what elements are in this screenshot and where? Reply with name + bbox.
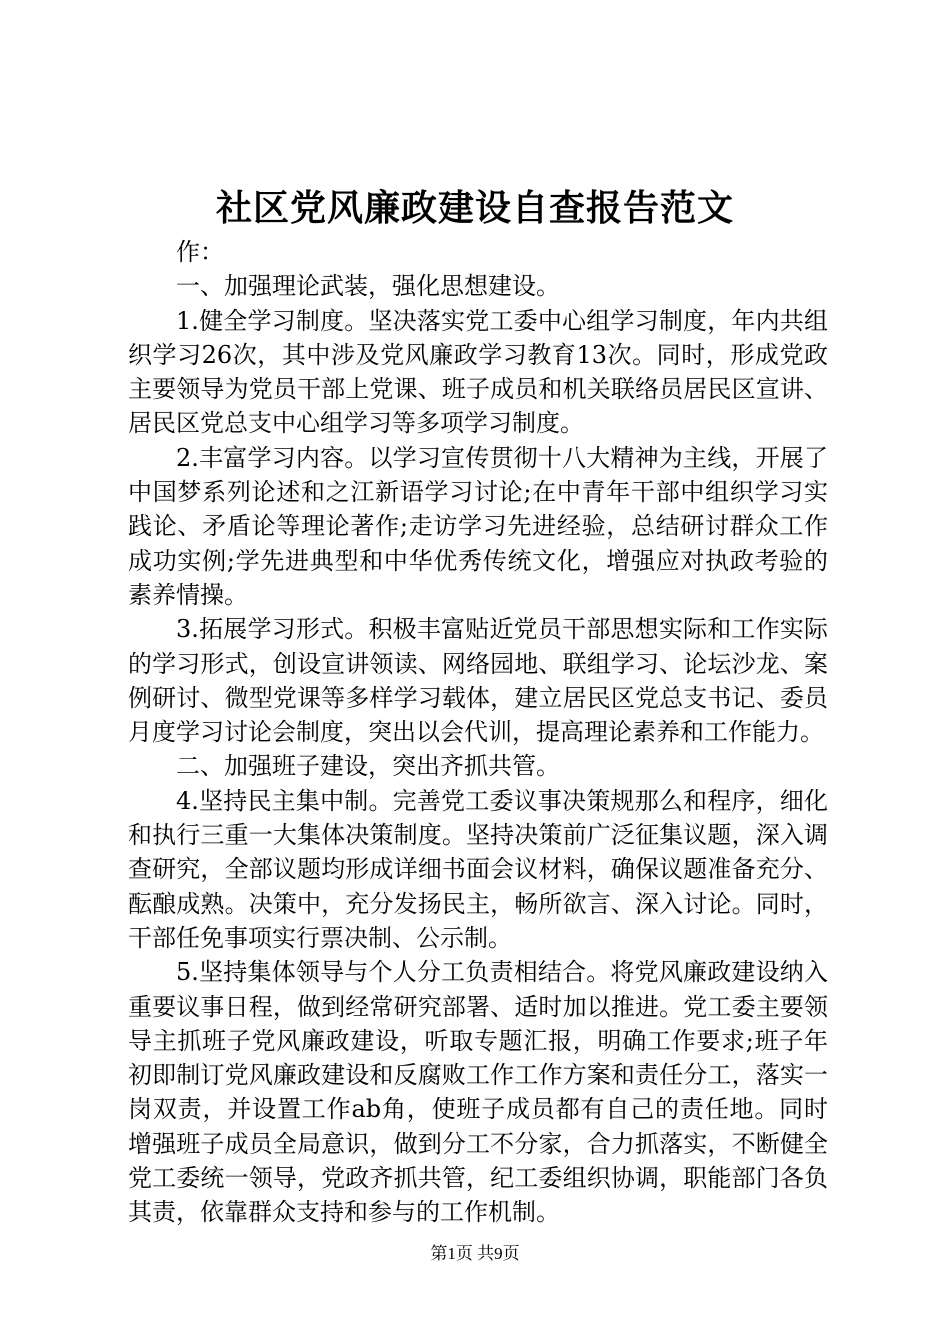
document-title: 社区党风廉政建设自查报告范文 <box>215 187 734 229</box>
paragraph-5: 5.坚持集体领导与个人分工负责相结合。将党风廉政建设纳入重要议事日程，做到经常研究部署、适时加以推进。党工委主要领导主抓班子党风廉政建设，听取专题汇报，明确工作要求;班子年初即制订党风廉政建设和反腐败工作工作方案和责任分工，落实一岗双责，并设置工作ab角，使班子成员都有自己的责任地。同时增强班子成员全局意识，做到分工不分家，合力抓落实，不断健全党工委统一领导，党政齐抓共管，纪工委组织协调，职能部门各负其责，依靠群众支持和参与的工作机制。 <box>128 958 828 1227</box>
document-body <box>128 235 828 1230</box>
section-heading-1: 一、加强理论武装，强化思想建设。 <box>176 272 560 301</box>
paragraph-3: 3.拓展学习形式。积极丰富贴近党员干部思想实际和工作实际的学习形式，创设宣讲领读、网络园地、联组学习、论坛沙龙、案例研讨、微型党课等多样学习载体，建立居民区党总支书记、委员月度学习讨论会制度，突出以会代训，提高理论素养和工作能力。 <box>128 615 828 747</box>
paragraph-author: 作： <box>176 238 224 266</box>
page-footer: 第1页 共9页 <box>430 1244 520 1263</box>
paragraph-2: 2.丰富学习内容。以学习宣传贯彻十八大精神为主线，开展了中国梦系列论述和之江新语学习讨论;在中青年干部中组织学习实践论、矛盾论等理论著作;走访学习先进经验，总结研讨群众工作成功实例;学先进典型和中华优秀传统文化，增强应对执政考验的素养情操。 <box>128 443 828 609</box>
paragraph-4: 4.坚持民主集中制。完善党工委议事决策规那么和程序，细化和执行三重一大集体决策制度。坚持决策前广泛征集议题，深入调查研究，全部议题均形成详细书面会议材料，确保议题准备充分、酝酿成熟。决策中，充分发扬民主，畅所欲言、深入讨论。同时，干部任免事项实行票决制、公示制。 <box>128 786 828 952</box>
section-heading-2: 二、加强班子建设，突出齐抓共管。 <box>176 752 560 781</box>
paragraph-1: 1.健全学习制度。坚决落实党工委中心组学习制度，年内共组织学习26次，其中涉及党风廉政学习教育13次。同时，形成党政主要领导为党员干部上党课、班子成员和机关联络员居民区宣讲、居民区党总支中心组学习等多项学习制度。 <box>128 306 828 438</box>
